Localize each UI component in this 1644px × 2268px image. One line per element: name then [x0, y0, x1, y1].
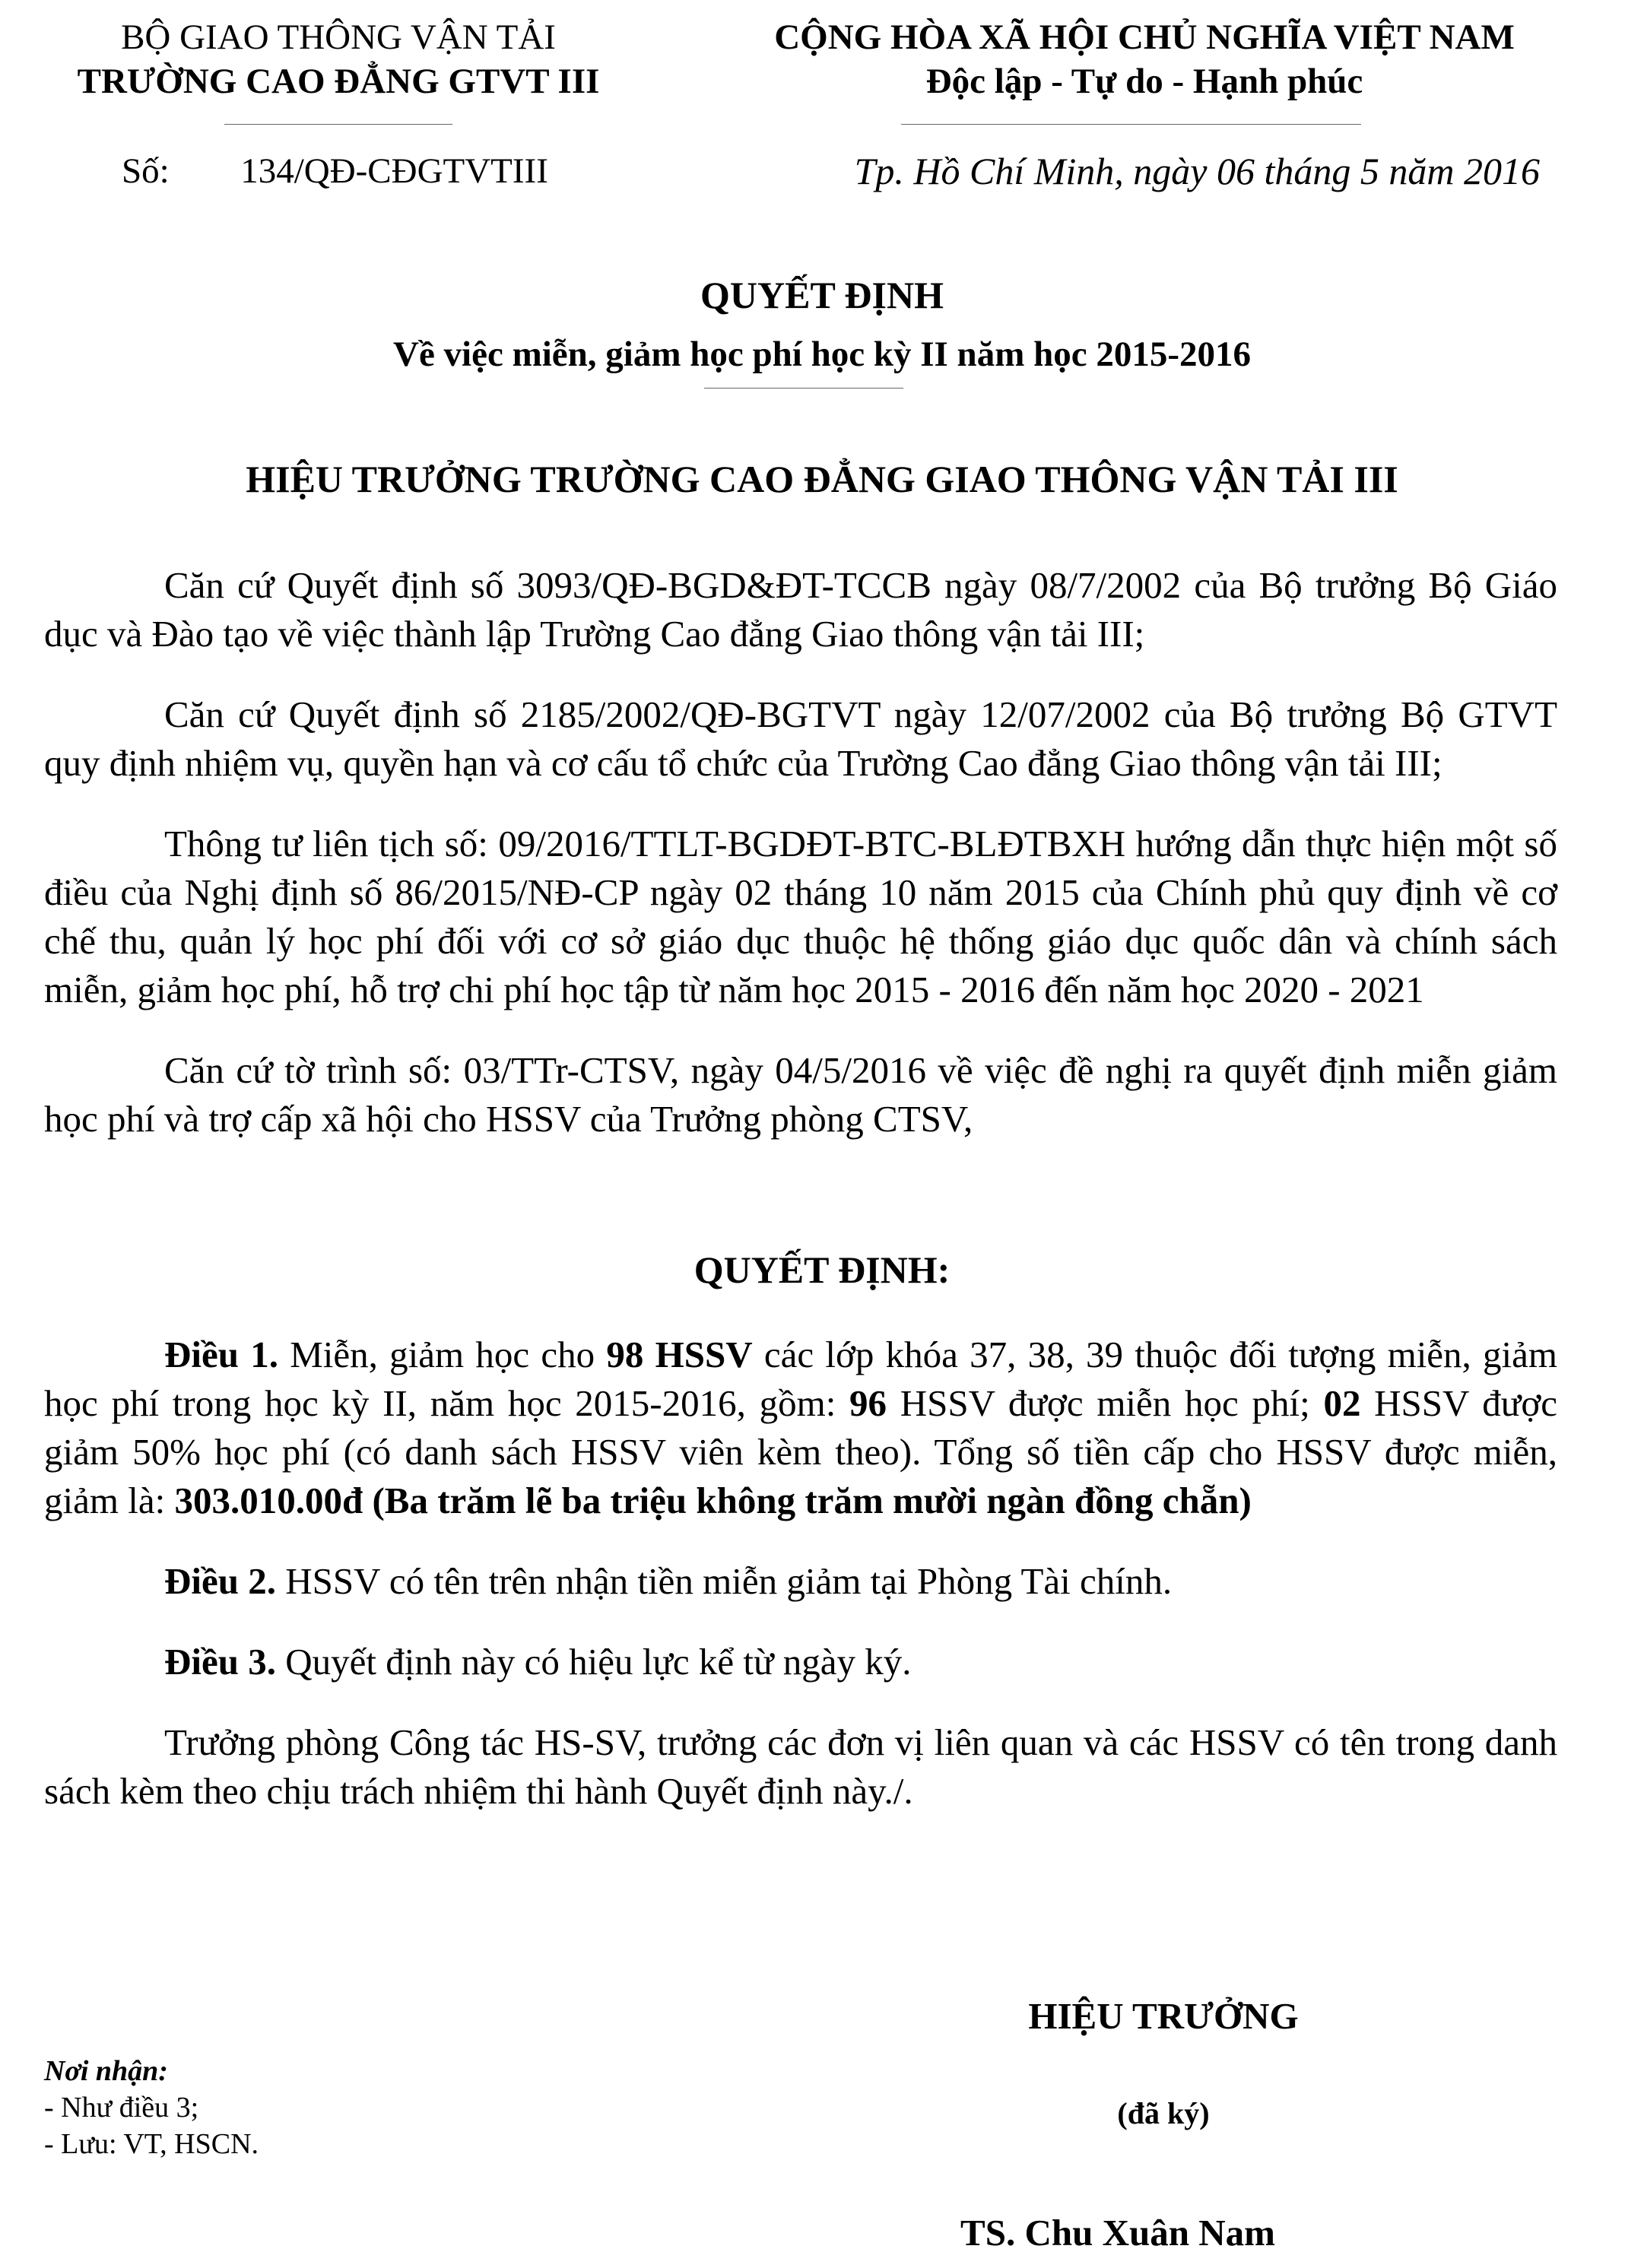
country-name: CỘNG HÒA XÃ HỘI CHỦ NGHĨA VIỆT NAM — [774, 17, 1515, 57]
article-2: Điều 2. HSSV có tên trên nhận tiền miễn giảm tại Phòng Tài chính. — [164, 1560, 1173, 1602]
header-right-rule — [901, 124, 1361, 125]
decision-title: QUYẾT ĐỊNH — [700, 274, 944, 316]
header-right — [722, 15, 1566, 103]
article-3: Điều 3. Quyết định này có hiệu lực kể từ ngày ký. — [164, 1641, 912, 1683]
article-1-label: Điều 1. — [164, 1334, 278, 1375]
motto: Độc lập - Tự do - Hạnh phúc — [925, 62, 1363, 101]
preamble-item: Căn cứ Quyết định số 3093/QĐ-BGD&ĐT-TCCB ngày 08/7/2002 của Bộ trưởng Bộ Giáo dục và Đào tạo về việc thành lập Trường Cao đẳng Giao thông vận tải III; — [44, 564, 1557, 655]
decision-subject: Về việc miễn, giảm học phí học kỳ II năm học 2015-2016 — [393, 335, 1251, 374]
preamble — [44, 561, 1557, 1144]
preamble-item: Căn cứ Quyết định số 2185/2002/QĐ-BGTVT ngày 12/07/2002 của Bộ trưởng Bộ GTVT quy định nhiệm vụ, quyền hạn và cơ cấu tổ chức của Trường Cao đẳng Giao thông vận tải III; — [44, 693, 1557, 784]
article-1: Điều 1. Miễn, giảm học cho 98 HSSV các lớp khóa 37, 38, 39 thuộc đối tượng miễn, giảm học phí trong học kỳ II, năm học 2015-2016, gồm: 96 HSSV được miễn học phí; 02 HSSV được giảm 50% học phí (có danh sách HSSV viên kèm theo). Tổng số tiền cấp cho HSSV được miễn, giảm là: 303.010.00đ (Ba trăm lẽ ba triệu không trăm mười ngàn đồng chẵn) — [44, 1334, 1558, 1521]
header-left-rule — [224, 124, 452, 125]
closing-paragraph: Trưởng phòng Công tác HS-SV, trưởng các đơn vị liên quan và các HSSV có tên trong danh sách kèm theo chịu trách nhiệm thi hành Quyết định này./. — [44, 1721, 1557, 1812]
issuing-authority: HIỆU TRƯỞNG TRƯỜNG CAO ĐẲNG GIAO THÔNG VẬN TẢI III — [246, 458, 1398, 500]
signature-title: HIỆU TRƯỞNG — [1028, 1995, 1299, 2037]
recipients-heading: Nơi nhận: — [44, 2055, 168, 2087]
total-amount: 303.010.00đ (Ba trăm lẽ ba triệu không trăm mười ngàn đồng chẵn) — [174, 1480, 1252, 1521]
decision-heading: QUYẾT ĐỊNH: — [693, 1248, 951, 1291]
recipients — [44, 2053, 259, 2162]
title-rule — [704, 388, 903, 389]
number-label: Số: — [122, 151, 170, 191]
articles — [44, 1331, 1557, 1816]
ministry-name: BỘ GIAO THÔNG VẬN TẢI — [121, 17, 556, 57]
document-number — [122, 149, 548, 193]
article-3-label: Điều 3. — [164, 1641, 276, 1683]
recipient-item: - Lưu: VT, HSCN. — [44, 2128, 259, 2160]
signature-status: (đã ký) — [1117, 2096, 1210, 2130]
header-left — [61, 15, 616, 103]
recipient-item: - Như điều 3; — [44, 2092, 199, 2124]
preamble-item: Căn cứ tờ trình số: 03/TTr-CTSV, ngày 04/5/2016 về việc đề nghị ra quyết định miễn giảm học phí và trợ cấp xã hội cho HSSV của Trưởng phòng CTSV, — [44, 1049, 1557, 1140]
document-date: Tp. Hồ Chí Minh, ngày 06 tháng 5 năm 2016 — [854, 150, 1540, 192]
number-value: 134/QĐ-CĐGTVTIII — [240, 151, 548, 191]
school-name: TRƯỜNG CAO ĐẲNG GTVT III — [77, 62, 600, 101]
signer-name: TS. Chu Xuân Nam — [960, 2212, 1275, 2254]
article-2-label: Điều 2. — [164, 1560, 276, 1602]
preamble-item: Thông tư liên tịch số: 09/2016/TTLT-BGDĐT-BTC-BLĐTBXH hướng dẫn thực hiện một số điều của Nghị định số 86/2015/NĐ-CP ngày 02 tháng 10 năm 2015 của Chính phủ quy định về cơ chế thu, quản lý học phí đối với cơ sở giáo dục thuộc hệ thống giáo dục quốc dân và chính sách miễn, giảm học phí, hỗ trợ chi phí học tập từ năm học 2015 - 2016 đến năm học 2020 - 2021 — [44, 823, 1557, 1010]
